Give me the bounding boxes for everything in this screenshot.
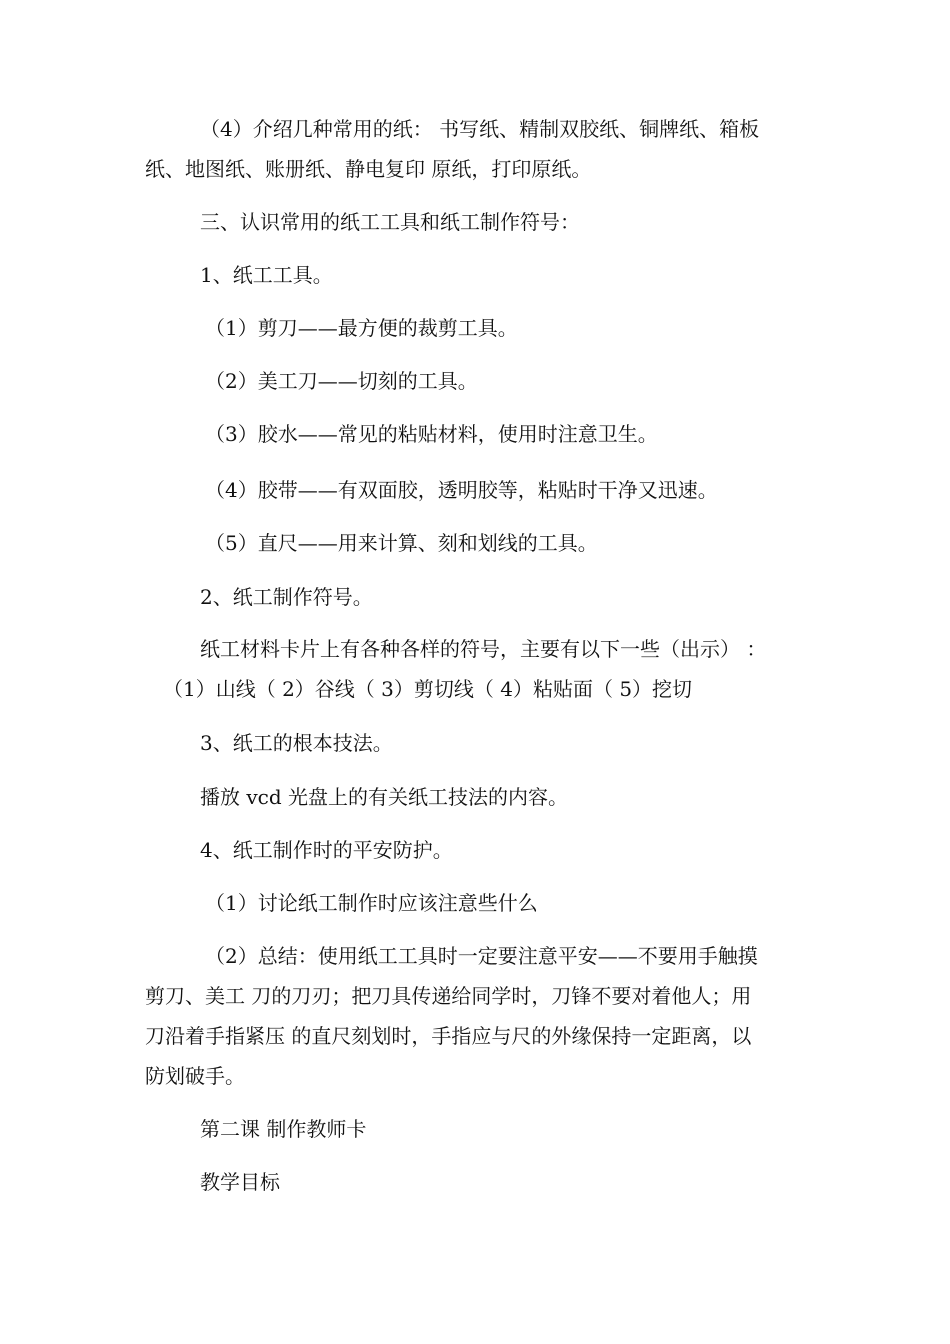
list-item: （2）美工刀——切刻的工具。 bbox=[205, 369, 478, 393]
list-item: （2）总结：使用纸工工具时一定要注意平安——不要用手触摸 bbox=[205, 944, 758, 968]
text-line: 剪刀、美工 刀的刀刃；把刀具传递给同学时，刀锋不要对着他人；用 bbox=[145, 984, 752, 1008]
subsection-heading: 2、纸工制作符号。 bbox=[200, 585, 373, 609]
text-line: 防划破手。 bbox=[145, 1064, 245, 1088]
text-line: （4）介绍几种常用的纸： 书写纸、精制双胶纸、铜牌纸、箱板 bbox=[200, 117, 760, 141]
lesson-title: 第二课 制作教师卡 bbox=[200, 1117, 367, 1141]
subsection-heading: 4、纸工制作时的平安防护。 bbox=[200, 838, 453, 862]
section-heading: 三、认识常用的纸工工具和纸工制作符号： bbox=[200, 210, 580, 234]
text-line: 播放 vcd 光盘上的有关纸工技法的内容。 bbox=[200, 785, 569, 809]
list-item: （1）讨论纸工制作时应该注意些什么 bbox=[205, 891, 538, 915]
list-item: （5）直尺——用来计算、刻和划线的工具。 bbox=[205, 531, 598, 555]
subsection-heading: 1、纸工工具。 bbox=[200, 263, 333, 287]
text-line: 纸、地图纸、账册纸、静电复印 原纸，打印原纸。 bbox=[145, 157, 592, 181]
section-heading: 教学目标 bbox=[200, 1170, 280, 1194]
list-item: （3）胶水——常见的粘贴材料，使用时注意卫生。 bbox=[205, 422, 658, 446]
text-line: （1）山线（ 2）谷线（ 3）剪切线（ 4）粘贴面（ 5）挖切 bbox=[163, 677, 693, 701]
subsection-heading: 3、纸工的根本技法。 bbox=[200, 731, 393, 755]
text-line: 纸工材料卡片上有各种各样的符号，主要有以下一些（出示） ： bbox=[200, 637, 767, 661]
list-item: （1）剪刀——最方便的裁剪工具。 bbox=[205, 316, 518, 340]
text-line: 刀沿着手指紧压 的直尺刻划时，手指应与尺的外缘保持一定距离，以 bbox=[145, 1024, 752, 1048]
list-item: （4）胶带——有双面胶，透明胶等，粘贴时干净又迅速。 bbox=[205, 478, 718, 502]
